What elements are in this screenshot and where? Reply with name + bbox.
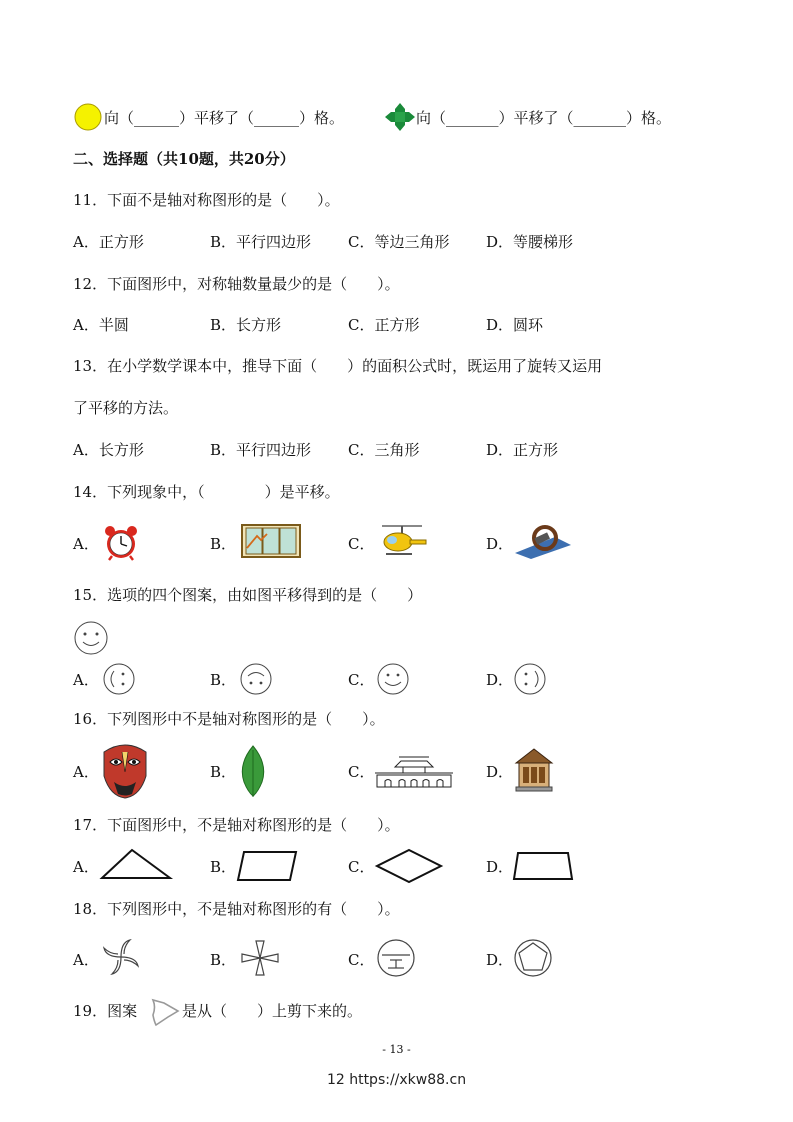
page-number: - 13 - [382,1043,411,1056]
q15-option-d[interactable]: D． [486,671,514,689]
q12-option-a[interactable]: A．半圆 [73,316,129,334]
q16-option-c[interactable]: C． [348,763,375,781]
q13-option-a[interactable]: A．长方形 [73,441,144,459]
yellow-circle-icon [74,103,102,131]
q11-option-c[interactable]: C．等边三角形 [348,233,450,251]
cut-pattern-icon [150,997,180,1027]
q13-option-c[interactable]: C．三角形 [348,441,420,459]
smiley-face-reference-icon [73,620,109,656]
top-line-right-text: 向（_______）平移了（_______）格。 [416,109,672,127]
q17-option-c[interactable]: C． [348,858,375,876]
green-cross-shape-icon [385,103,415,131]
q15-option-a[interactable]: A． [73,671,99,689]
q12-option-b[interactable]: B．长方形 [210,316,282,334]
q14-stem: 14．下列现象中，（ ）是平移。 [73,483,340,501]
opera-mask-icon [100,742,150,800]
obtuse-triangle-icon [100,848,172,880]
face-upside-down-icon [239,662,273,696]
q14-option-c[interactable]: C． [348,535,375,553]
q12-option-d[interactable]: D．圆环 [486,316,544,334]
face-upright-icon [376,662,410,696]
circle-with-pentagon-icon [513,938,553,978]
q16-option-d[interactable]: D． [486,763,514,781]
q13-option-d[interactable]: D．正方形 [486,441,559,459]
q14-option-b[interactable]: B． [210,535,237,553]
trapezoid-icon [512,851,574,881]
q12-stem: 12．下面图形中，对称轴数量最少的是（ ）。 [73,275,400,293]
q11-stem: 11．下面不是轴对称图形的是（ ）。 [73,191,340,209]
face-rotated-left-icon [102,662,136,696]
circle-with-character-icon [376,938,416,978]
q17-option-a[interactable]: A． [73,858,99,876]
sliding-window-icon [241,524,301,558]
steering-wheel-icon [515,523,571,559]
q11-option-d[interactable]: D．等腰梯形 [486,233,574,251]
tiananmen-gate-icon [375,751,453,789]
q18-stem: 18．下列图形中，不是轴对称图形的有（ ）。 [73,900,400,918]
cross-propeller-icon [238,937,282,979]
q15-option-b[interactable]: B． [210,671,237,689]
alarm-clock-icon [102,525,140,561]
parallelogram-icon [236,850,298,882]
q18-option-a[interactable]: A． [73,951,99,969]
face-rotated-right-icon [513,662,547,696]
q19-suffix: 是从（ ）上剪下来的。 [182,1002,363,1020]
pavilion-icon [514,747,554,793]
q14-option-a[interactable]: A． [73,535,99,553]
q18-option-c[interactable]: C． [348,951,375,969]
q16-stem: 16．下列图形中不是轴对称图形的是（ ）。 [73,710,385,728]
rhombus-icon [375,848,443,884]
q13-stem-line2: 了平移的方法。 [73,399,179,417]
q15-option-c[interactable]: C． [348,671,375,689]
q14-option-d[interactable]: D． [486,535,514,553]
helicopter-icon [376,522,430,558]
footer-site-link[interactable]: 12 https://xkw88.cn [326,1072,467,1088]
q11-option-b[interactable]: B．平行四边形 [210,233,312,251]
q13-option-b[interactable]: B．平行四边形 [210,441,312,459]
q12-option-c[interactable]: C．正方形 [348,316,420,334]
q13-stem-line1: 13．在小学数学课本中，推导下面（ ）的面积公式时，既运用了旋转又运用 [73,357,603,375]
pinwheel-icon [100,936,142,978]
q19-prefix: 19．图案 [73,1002,138,1020]
q17-stem: 17．下面图形中，不是轴对称图形的是（ ）。 [73,816,400,834]
top-line-left-text: 向（______）平移了（______）格。 [104,109,345,127]
q18-option-d[interactable]: D． [486,951,514,969]
q11-option-a[interactable]: A．正方形 [73,233,144,251]
q18-option-b[interactable]: B． [210,951,237,969]
green-leaf-icon [238,744,268,798]
q17-option-b[interactable]: B． [210,858,237,876]
q16-option-a[interactable]: A． [73,763,99,781]
q17-option-d[interactable]: D． [486,858,514,876]
section-title: 二、选择题（共10题，共20分） [73,150,295,168]
q16-option-b[interactable]: B． [210,763,237,781]
q15-stem: 15．选项的四个图案，由如图平移得到的是（ ） [73,586,423,604]
